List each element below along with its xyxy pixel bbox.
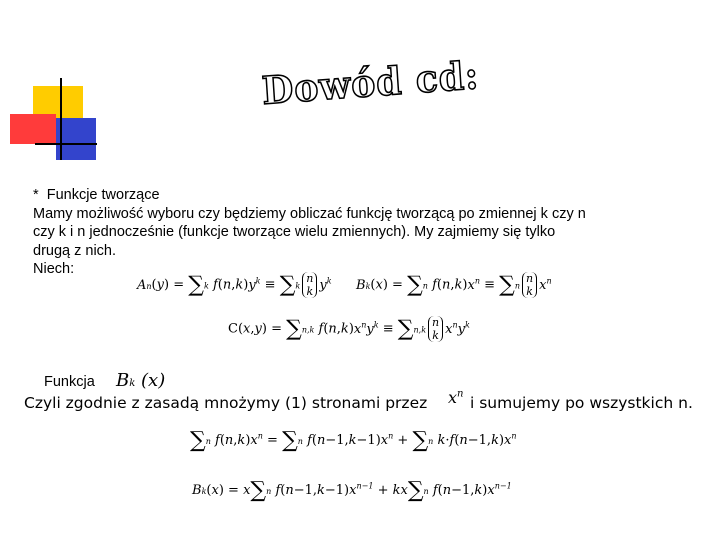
funkcja-label: Funkcja bbox=[44, 374, 95, 390]
funkcja-symbol: Bk (x) bbox=[116, 370, 166, 391]
formula-b: Bk(x) = ∑n $f(n,k)x^n \equiv \sum nn$ k $x^n$ bbox=[356, 272, 552, 298]
formula-a: An(y) = ∑k $f(n,k)y^k \equiv \sum kn$ k $y^k$ bbox=[137, 272, 332, 298]
paragraph-line-2: czy k i n jednocześnie (funkcje tworzące wielu zmiennych). My zajmiemy się tylko bbox=[33, 224, 556, 240]
formula-d: ∑n $f(n,k)x^n = \sum n$ $f(n-1,k-1)x^n + \sum n$ $k\cdot f(n-1,k)x^n$ bbox=[190, 428, 517, 453]
heading-line bbox=[33, 186, 703, 205]
formula-c: C(x,y) = ∑n,k $f(n,k)x^ny^k \equiv \sum n,kn$ k $x^ny^k$ bbox=[228, 316, 470, 342]
decor-red-rect bbox=[10, 114, 56, 144]
decor-vertical-line bbox=[60, 78, 62, 160]
paragraph-line-1: Mamy możliwość wyboru czy będziemy obliczać funkcję tworzącą po zmiennej k czy n bbox=[33, 205, 586, 222]
decor-blue-square bbox=[56, 118, 96, 160]
decor-horizontal-line bbox=[35, 143, 97, 145]
heading: Funkcje tworzące bbox=[46, 187, 160, 203]
czyli-text: Czyli zgodnie z zasadą mnożymy (1) stronami przez bbox=[24, 394, 428, 412]
formula-e: Bk(x) = x∑n $f(n-1,k-1)x^{n-1} + kx\sum n$ $f(n-1,k)x^{n-1}$ bbox=[192, 478, 512, 503]
bullet: * bbox=[33, 187, 39, 203]
slide-title: Dowód cd: bbox=[260, 52, 481, 113]
body-text bbox=[33, 186, 703, 279]
paragraph-line-3: drugą z nich. bbox=[33, 242, 117, 259]
xn-symbol: $x^n$ bbox=[448, 388, 464, 407]
sumuj-text: i sumujemy po wszystkich n. bbox=[470, 394, 693, 412]
paragraph-line-4: Niech: bbox=[33, 261, 75, 277]
